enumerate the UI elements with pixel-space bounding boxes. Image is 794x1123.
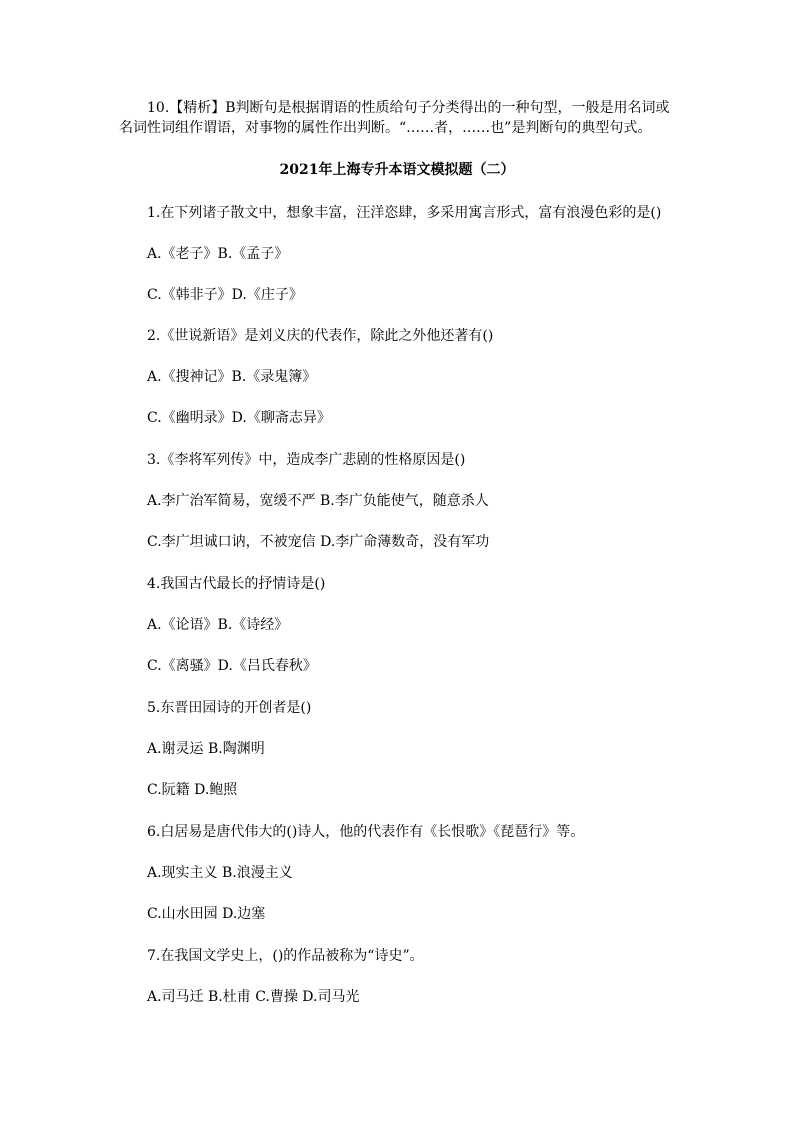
question-3-stem: 3.《李将军列传》中，造成李广悲剧的性格原因是() xyxy=(147,452,466,468)
question-4-stem: 4.我国古代最长的抒情诗是() xyxy=(147,576,326,592)
question-1-option-row-1: A.《老子》B.《孟子》 xyxy=(147,246,289,262)
page-title: 2021年上海专升本语文模拟题（二） xyxy=(279,162,515,178)
intro-line-2: 名词性词组作谓语，对事物的属性作出判断。“……者，……也”是判断句的典型句式。 xyxy=(119,120,652,136)
question-7-stem: 7.在我国文学史上，()的作品被称为“诗史”。 xyxy=(147,948,424,964)
question-3-option-row-1: A.李广治军简易，宽缓不严 B.李广负能使气，随意杀人 xyxy=(147,493,489,509)
question-2-option-row-1: A.《搜神记》B.《录鬼簿》 xyxy=(147,369,317,385)
question-6-option-row-1: A.现实主义 B.浪漫主义 xyxy=(147,865,293,881)
question-7-option-row-1: A.司马迁 B.杜甫 C.曹操 D.司马光 xyxy=(147,989,360,1005)
question-5-option-row-1: A.谢灵运 B.陶渊明 xyxy=(147,741,265,757)
question-1-option-row-2: C.《韩非子》D.《庄子》 xyxy=(147,287,303,303)
question-3-option-row-2: C.李广坦诚口讷，不被宠信 D.李广命薄数奇，没有军功 xyxy=(147,534,490,550)
intro-line-1: 10.【精析】B判断句是根据谓语的性质给句子分类得出的一种句型，一般是用名词或 xyxy=(147,100,670,116)
question-4-option-row-2: C.《离骚》D.《吕氏春秋》 xyxy=(147,658,317,674)
question-6-option-row-2: C.山水田园 D.边塞 xyxy=(147,906,266,922)
question-5-stem: 5.东晋田园诗的开创者是() xyxy=(147,700,312,716)
question-2-option-row-2: C.《幽明录》D.《聊斋志异》 xyxy=(147,410,331,426)
question-5-option-row-2: C.阮籍 D.鲍照 xyxy=(147,782,238,798)
question-6-stem: 6.白居易是唐代伟大的()诗人，他的代表作有《长恨歌》《琵琶行》等。 xyxy=(147,824,585,840)
question-2-stem: 2.《世说新语》是刘义庆的代表作，除此之外他还著有() xyxy=(147,328,494,344)
question-1-stem: 1.在下列诸子散文中，想象丰富，汪洋恣肆，多采用寓言形式，富有浪漫色彩的是() xyxy=(147,205,662,221)
question-4-option-row-1: A.《论语》B.《诗经》 xyxy=(147,617,289,633)
